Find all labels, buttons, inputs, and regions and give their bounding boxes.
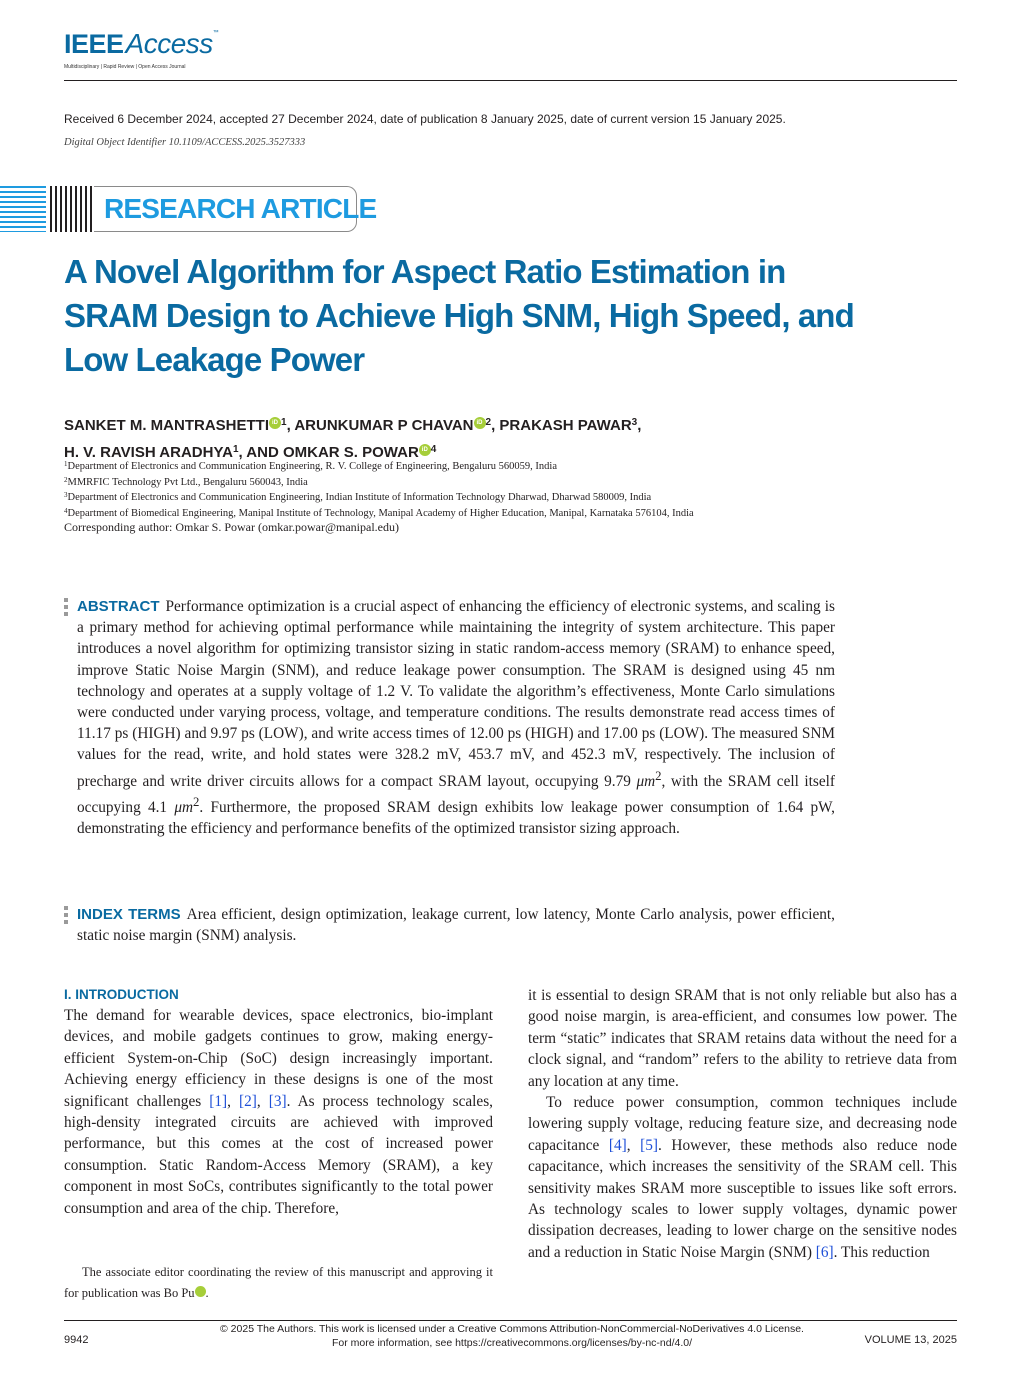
author-separator: , bbox=[637, 417, 642, 434]
body-paragraph bbox=[64, 1005, 493, 1219]
affiliation-text: MMRFIC Technology Pvt Ltd., Bengaluru 560043, India bbox=[67, 476, 308, 488]
affiliation bbox=[64, 489, 694, 505]
unit-symbol: μm bbox=[636, 772, 656, 790]
author-separator: , bbox=[286, 417, 295, 434]
author-separator: , AND bbox=[238, 444, 283, 461]
citation-link[interactable]: [3] bbox=[268, 1092, 287, 1110]
received-dates: Received 6 December 2024, accepted 27 December 2024, date of publication 8 January 2025, date of current version 15 January 2025. bbox=[64, 112, 786, 126]
unit-symbol: μm bbox=[174, 799, 194, 817]
paragraph-text: The demand for wearable devices, space electronics, bio-implant devices, and mobile gadgets continues to grow, making energy-efficient System-on-Chip (SoC) design increasingly important. Achieving energy efficiency in these designs is one of the most significant challenges bbox=[64, 1007, 493, 1110]
author-name: ARUNKUMAR P CHAVAN bbox=[294, 417, 474, 434]
author-name: SANKET M. MANTRASHETTI bbox=[64, 417, 269, 434]
orcid-icon[interactable]: iD bbox=[474, 417, 486, 429]
citation-link[interactable]: [2] bbox=[238, 1092, 257, 1110]
orcid-icon[interactable]: iD bbox=[419, 444, 431, 456]
corresponding-author: Corresponding author: Omkar S. Powar (omkar.powar@manipal.edu) bbox=[64, 520, 399, 534]
body-paragraph bbox=[528, 1092, 957, 1263]
header-divider bbox=[64, 80, 957, 81]
author-name: H. V. RAVISH ARADHYA bbox=[64, 444, 233, 461]
doi: Digital Object Identifier 10.1109/ACCESS.2025.3527333 bbox=[64, 137, 306, 148]
author-separator: , bbox=[491, 417, 500, 434]
author-affiliation-number: 3 bbox=[631, 417, 638, 428]
index-terms-marker-icon bbox=[64, 906, 68, 927]
license-url[interactable]: For more information, see https://creativecommons.org/licenses/by-nc-nd/4.0/ bbox=[331, 1337, 693, 1349]
author-affiliation-number: 4 bbox=[430, 444, 437, 455]
footnote-text: The associate editor coordinating the review of this manuscript and approving it for publication was Bo Pu bbox=[64, 1265, 493, 1300]
abstract-text: . Furthermore, the proposed SRAM design exhibits low leakage power consumption of 1.64 pW, demonstrating the efficiency and performance benefits of the optimized transistor sizing approach. bbox=[77, 799, 835, 838]
unit-exponent: 2 bbox=[655, 768, 662, 783]
author-name: PRAKASH PAWAR bbox=[499, 417, 632, 434]
index-terms-text: Area efficient, design optimization, leakage current, low latency, Monte Carlo analysis, power efficient, static noise margin (SNM) analysis. bbox=[77, 906, 835, 945]
abstract bbox=[77, 596, 835, 839]
paragraph-text: . This reduction bbox=[833, 1243, 930, 1261]
affiliation bbox=[64, 458, 694, 474]
citation-separator: , bbox=[227, 1092, 239, 1110]
author-affiliation-number: 1 bbox=[281, 417, 287, 428]
journal-logo bbox=[64, 30, 264, 74]
affiliation-text: Department of Electronics and Communication Engineering, R. V. College of Engineering, Bengaluru 560059, India bbox=[67, 461, 558, 472]
right-column bbox=[528, 985, 957, 1263]
affiliation-number: 4 bbox=[64, 506, 68, 515]
editor-footnote bbox=[64, 1262, 493, 1304]
section-heading: I. INTRODUCTION bbox=[64, 987, 179, 1002]
footnote-end: . bbox=[205, 1286, 209, 1300]
citation-link[interactable]: [5] bbox=[640, 1136, 658, 1154]
footer-divider bbox=[64, 1320, 957, 1321]
paper-title: A Novel Algorithm for Aspect Ratio Estimation in SRAM Design to Achieve High SNM, High Speed, and Low Leakage Power bbox=[64, 253, 854, 378]
author-affiliation-number: 2 bbox=[485, 417, 492, 428]
license-line: © 2025 The Authors. This work is licensed under a Creative Commons Attribution-NonCommercial-NoDerivatives 4.0 License. bbox=[220, 1323, 804, 1335]
affiliation bbox=[64, 505, 694, 521]
citation-link[interactable]: [4] bbox=[608, 1136, 627, 1154]
journal-tagline: Multidisciplinary | Rapid Review | Open Access Journal bbox=[64, 64, 186, 70]
affiliation-number: 3 bbox=[64, 491, 68, 499]
affiliation-text: Department of Electronics and Communication Engineering, Indian Institute of Information Technology Dharwad, Dharwad 580009, India bbox=[67, 492, 652, 503]
paragraph-text: . However, these methods also reduce node capacitance, which increases the sensitivity of the SRAM cell. This sensitivity makes SRAM more susceptible to issues like soft errors. As technology scales to lower supply voltages, dynamic power dissipation decreases, leading to lower charge on the sensitive nodes and a reduction in Static Noise Margin (SNM) bbox=[528, 1136, 957, 1261]
body-paragraph: it is essential to design SRAM that is not only reliable but also has a good noise margin, is area-efficient, and consumes low power. The term “static” indicates that SRAM retains data without the need for a clock signal, and “random” refers to the ability to retrieve data from any location at any time. bbox=[528, 987, 957, 1090]
abstract-text: Performance optimization is a crucial aspect of enhancing the efficiency of electronic systems, and scaling is a primary method for achieving optimal performance while maintaining the integrity of system architecture. This paper introduces a novel algorithm for optimizing transistor sizing in static random-access memory (SRAM) to enhance speed, improve Static Noise Margin (SNM), and reduce leakage power consumption. The SRAM is designed using 45 nm technology and operates at a supply voltage of 1.2 V. To validate the algorithm’s effectiveness, Monte Carlo simulations were conducted under varying process, voltage, and temperature conditions. The results demonstrate read access times of 11.17 ps (HIGH) and 9.97 ps (LOW), and write access times of 12.00 ps (HIGH) and 17.00 ps (LOW). The measured SNM values for the read, write, and hold states were 328.2 mV, 453.7 mV, and 452.3 mV, respectively. The inclusion of precharge and write driver circuits allows for a compact SRAM layout, occupying 9.79 bbox=[77, 598, 835, 790]
volume-info: VOLUME 13, 2025 bbox=[864, 1334, 957, 1346]
abstract-marker-icon bbox=[64, 598, 68, 619]
paragraph-text: . As process technology scales, high-density integrated circuits are achieved with improved performance, but this comes at the cost of increased power consumption. Static Random-Access Memory (SRAM), a key component in most SoCs, contributes significantly to the total power consumption and area of the chip. Therefore, bbox=[64, 1092, 493, 1217]
index-terms-label: INDEX TERMS bbox=[77, 906, 181, 923]
trademark-symbol: ™ bbox=[212, 30, 219, 36]
journal-name bbox=[64, 30, 219, 58]
affiliation-number: 1 bbox=[64, 460, 68, 468]
left-column bbox=[64, 985, 493, 1219]
banner-stripes-icon bbox=[0, 186, 46, 232]
author-affiliation-number: 1 bbox=[232, 444, 239, 455]
license-notice bbox=[200, 1322, 824, 1350]
citation-link[interactable]: [1] bbox=[209, 1092, 228, 1110]
orcid-icon[interactable]: iD bbox=[195, 1286, 206, 1297]
author-name: OMKAR S. POWAR bbox=[282, 444, 419, 461]
citation-separator: , bbox=[626, 1136, 641, 1154]
citation-link[interactable]: [6] bbox=[815, 1243, 834, 1261]
citation-separator: , bbox=[256, 1092, 269, 1110]
page-number: 9942 bbox=[64, 1334, 89, 1346]
paragraph-text: To reduce power consumption, common techniques include lowering supply voltage, reducing feature size, and decreasing node capacitance bbox=[528, 1094, 957, 1154]
affiliation-text: Department of Biomedical Engineering, Manipal Institute of Technology, Manipal Academy of Higher Education, Manipal, Karnataka 576104, India bbox=[67, 507, 694, 519]
unit-exponent: 2 bbox=[193, 794, 200, 809]
author-list bbox=[64, 411, 944, 465]
article-type: RESEARCH ARTICLE bbox=[104, 193, 377, 224]
affiliation-list bbox=[64, 458, 694, 520]
journal-name-access: Access bbox=[125, 28, 213, 59]
journal-name-ieee: IEEE bbox=[64, 29, 124, 59]
index-terms bbox=[77, 904, 835, 946]
orcid-icon[interactable]: iD bbox=[269, 417, 281, 429]
banner-barcode-icon bbox=[50, 186, 94, 232]
affiliation-number: 2 bbox=[64, 475, 68, 484]
abstract-label: ABSTRACT bbox=[77, 598, 160, 615]
abstract-text: , with the SRAM cell itself occupying 4.1 bbox=[77, 772, 835, 817]
article-type-banner bbox=[0, 186, 377, 232]
affiliation bbox=[64, 474, 694, 490]
